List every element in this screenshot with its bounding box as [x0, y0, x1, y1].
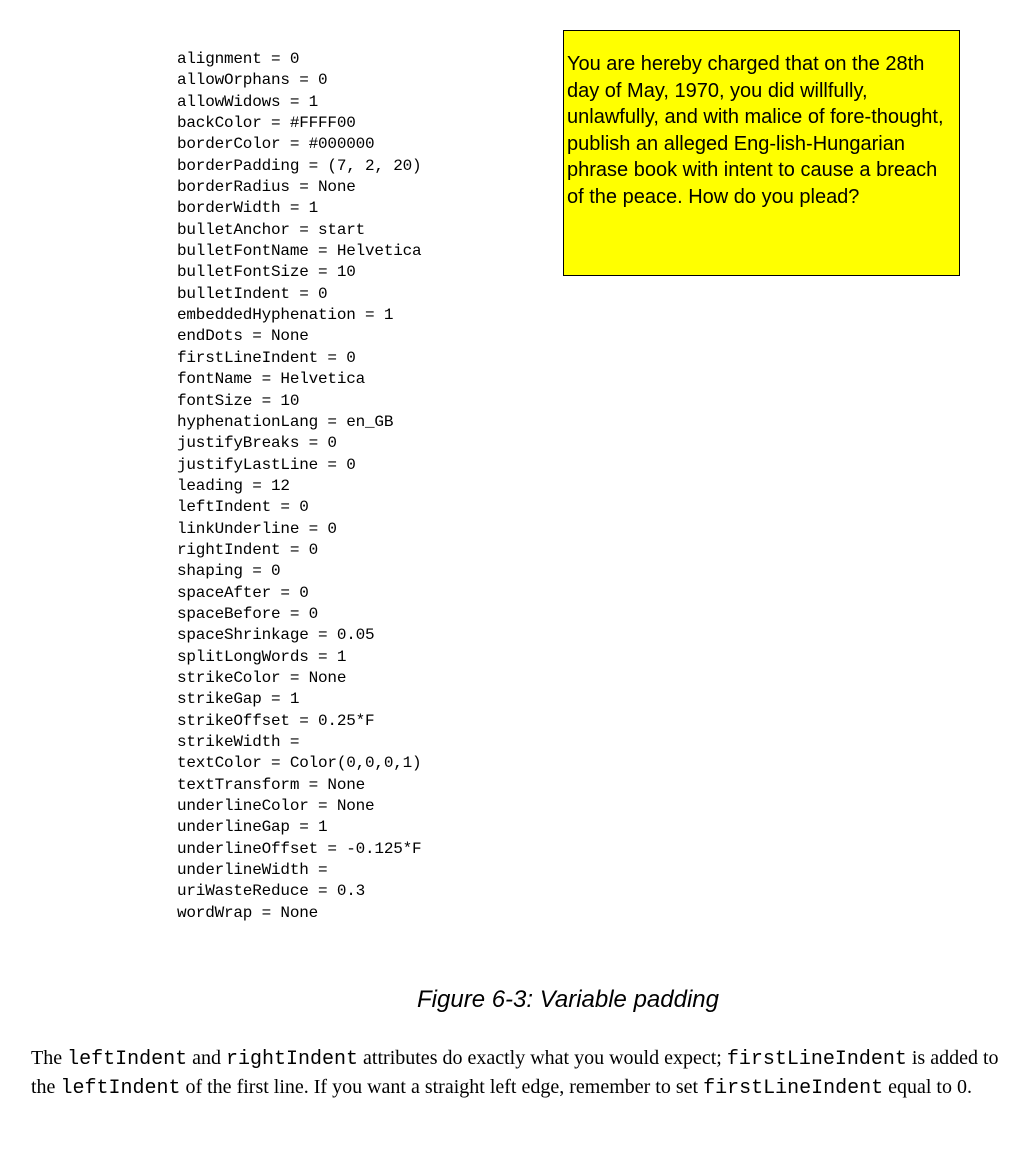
- property-line: strikeColor = None: [177, 668, 347, 687]
- para-code-left-indent-2: leftIndent: [60, 1076, 181, 1100]
- para-text-3: attributes do exactly what you would expect;: [358, 1047, 727, 1069]
- property-line: bulletAnchor = start: [177, 220, 366, 239]
- para-code-first-line-indent: firstLineIndent: [726, 1048, 907, 1071]
- property-line: underlineWidth =: [177, 861, 328, 880]
- property-line: allowOrphans = 0: [177, 71, 328, 90]
- property-line: underlineGap = 1: [177, 818, 328, 837]
- property-line: firstLineIndent = 0: [177, 348, 356, 367]
- property-line: strikeGap = 1: [177, 690, 300, 709]
- property-line: strikeOffset = 0.25*F: [177, 711, 375, 730]
- property-line: backColor = #FFFF00: [177, 114, 356, 133]
- property-line: bulletIndent = 0: [177, 284, 328, 303]
- property-line: linkUnderline = 0: [177, 519, 337, 538]
- property-line: splitLongWords = 1: [177, 647, 347, 666]
- para-text-5: of the first line. If you want a straight left edge, remember to set: [180, 1075, 704, 1098]
- paragraph-style-properties-list: [177, 49, 421, 924]
- property-line: fontName = Helvetica: [177, 370, 366, 389]
- property-line: borderWidth = 1: [177, 199, 319, 218]
- property-line: endDots = None: [177, 327, 309, 346]
- property-line: strikeWidth =: [177, 733, 300, 751]
- figure-caption: Figure 6-3: Variable padding: [417, 986, 719, 1013]
- property-line: spaceBefore = 0: [177, 604, 319, 623]
- para-code-left-indent: leftIndent: [67, 1048, 188, 1071]
- para-code-first-line-indent-2: firstLineIndent: [703, 1076, 884, 1100]
- property-line: justifyLastLine = 0: [177, 455, 356, 474]
- property-line: textColor = Color(0,0,0,1): [177, 754, 422, 773]
- property-line: embeddedHyphenation = 1: [177, 306, 394, 325]
- property-line: wordWrap = None: [177, 903, 319, 922]
- property-line: bulletFontSize = 10: [177, 263, 356, 282]
- property-line: allowWidows = 1: [177, 92, 319, 111]
- property-line: leftIndent = 0: [177, 498, 309, 517]
- property-line: rightIndent = 0: [177, 540, 319, 559]
- para-text-1: The: [31, 1047, 68, 1069]
- property-line: borderRadius = None: [177, 178, 356, 197]
- property-line: spaceAfter = 0: [177, 583, 309, 602]
- para-text-6: equal to 0.: [883, 1075, 972, 1098]
- property-line: underlineOffset = -0.125*F: [177, 839, 422, 858]
- body-paragraph: [31, 1045, 1016, 1102]
- property-line: textTransform = None: [177, 775, 366, 794]
- para-text-4: is added to the: [31, 1047, 999, 1098]
- property-line: shaping = 0: [177, 562, 281, 581]
- property-line: uriWasteReduce = 0.3: [177, 882, 366, 901]
- property-line: justifyBreaks = 0: [177, 434, 337, 453]
- property-line: borderColor = #000000: [177, 135, 375, 154]
- property-line: bulletFontName = Helvetica: [177, 242, 422, 261]
- para-text-2: and: [187, 1047, 227, 1069]
- property-line: spaceShrinkage = 0.05: [177, 626, 375, 645]
- example-paragraph-text: You are hereby charged that on the 28th day of May, 1970, you did willfully, unlawfully, and with malice of fore-thought, publish an alleged Eng-lish-Hungarian phrase book with intent to cause a breach of the peace. How do you plead?: [567, 53, 944, 208]
- para-code-right-indent: rightIndent: [226, 1048, 359, 1071]
- property-line: underlineColor = None: [177, 797, 375, 816]
- property-line: leading = 12: [177, 476, 290, 495]
- property-line: fontSize = 10: [177, 391, 300, 410]
- property-line: borderPadding = (7, 2, 20): [177, 156, 422, 175]
- property-line: alignment = 0: [177, 50, 300, 68]
- property-line: hyphenationLang = en_GB: [177, 412, 394, 431]
- example-paragraph-box: [563, 30, 960, 276]
